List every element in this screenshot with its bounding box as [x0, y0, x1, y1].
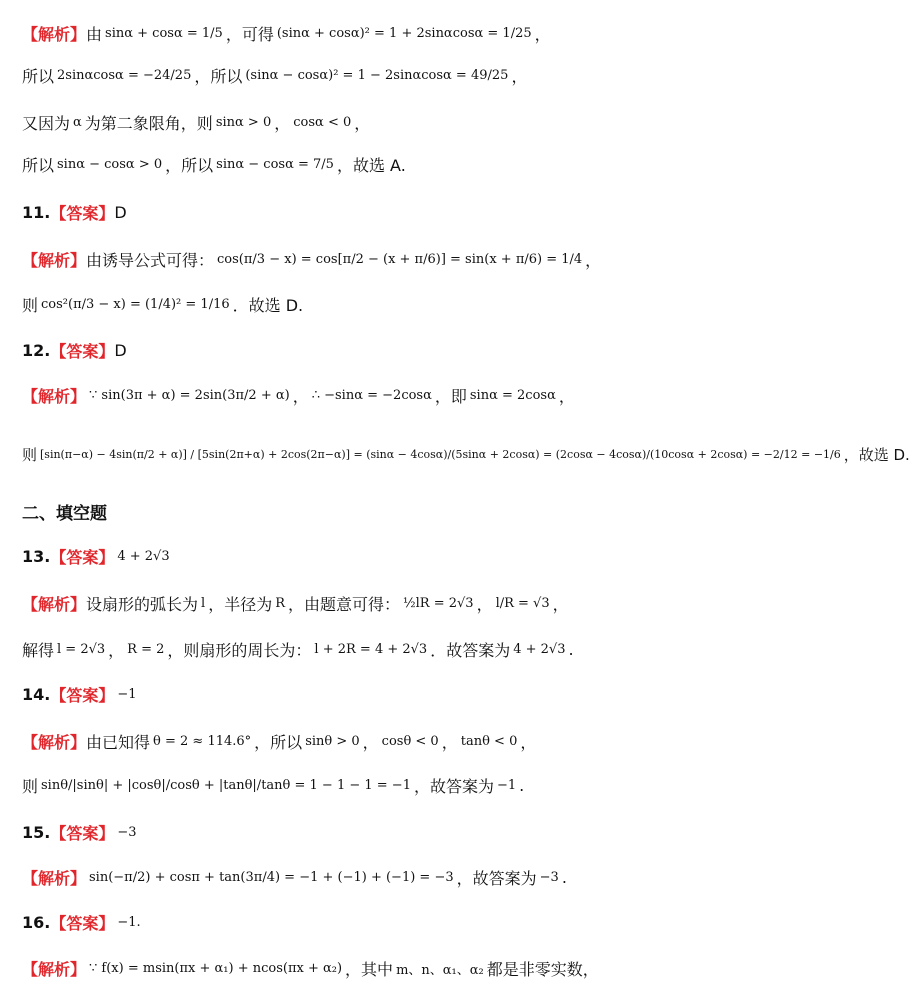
text: 都是非零实数，	[486, 959, 599, 979]
formula: l + 2R = 4 + 2√3	[314, 641, 428, 657]
formula: sinα > 0	[215, 114, 272, 130]
solution-line-2	[22, 62, 630, 88]
text: ，故选 A.	[336, 155, 406, 175]
answer-tag: 【答案】	[50, 341, 115, 361]
text: ，由题意可得：	[288, 594, 401, 614]
solution-line-6	[22, 244, 630, 274]
text: .	[519, 775, 525, 795]
formula: l = 2√3	[57, 641, 106, 657]
formula: sin(−π/2) + cosπ + tan(3π/4) = −1 + (−1) + (−1) = −3	[89, 869, 454, 885]
answer-value: −1	[117, 686, 137, 702]
formula: −3	[539, 869, 559, 885]
section-heading	[22, 498, 630, 524]
formula: R	[275, 595, 286, 611]
formula: tanθ < 0	[460, 733, 518, 749]
answer-value: D	[114, 202, 127, 222]
question-number: 14.	[22, 684, 51, 704]
analysis-tag: 【解析】	[22, 386, 87, 406]
text: ，	[520, 732, 537, 752]
text: ，	[292, 386, 309, 406]
text: ，所以	[194, 66, 243, 86]
text: .	[568, 639, 574, 659]
solution-line-13	[22, 588, 630, 618]
text: 则	[22, 295, 39, 315]
analysis-tag: 【解析】	[22, 24, 87, 44]
text: ，所以	[254, 732, 303, 752]
solution-line-17	[22, 766, 630, 804]
formula: R = 2	[127, 641, 165, 657]
answer-value: −1.	[117, 914, 141, 930]
formula: cosα < 0	[293, 114, 352, 130]
formula: sinα + cosα = 1/5	[105, 25, 223, 41]
answer-tag: 【答案】	[50, 547, 115, 567]
text: ，即	[434, 386, 467, 406]
text: ，	[441, 732, 458, 752]
formula: cos²(π/3 − x) = (1/4)² = 1/16	[41, 296, 230, 312]
text: ，其中	[345, 959, 394, 979]
formula: cos(π/3 − x) = cos[π/2 − (x + π/6)] = sin(x + π/6) = 1/4	[217, 251, 583, 267]
formula: l/R = √3	[495, 595, 550, 611]
question-number: 15.	[22, 822, 51, 842]
text: ，所以	[165, 155, 214, 175]
formula: [sin(π−α) − 4sin(π/2 + α)] / [5sin(2π+α) + 2cos(2π−α)] = (sinα − 4cosα)/(5sinα + 2cosα) = (2cosα − 4cosα)/(10cosα + 2cosα) = −2/12 = −1/6	[40, 447, 841, 461]
text: ，故答案为	[456, 868, 537, 888]
answer-value: D	[114, 340, 127, 360]
text: 设扇形的弧长为	[86, 594, 199, 614]
text: ，	[534, 24, 551, 44]
analysis-tag: 【解析】	[22, 868, 87, 888]
formula: (sinα − cosα)² = 1 − 2sinαcosα = 49/25	[245, 67, 509, 83]
text: 解得	[22, 640, 55, 660]
formula: sinθ > 0	[305, 733, 360, 749]
question-16-answer	[22, 910, 630, 934]
text: 所以	[22, 155, 55, 175]
question-14-answer	[22, 682, 630, 706]
analysis-tag: 【解析】	[22, 250, 87, 270]
text: 由诱导公式可得：	[86, 250, 215, 270]
solution-line-1	[22, 20, 630, 46]
formula: ∴ −sinα = −2cosα	[311, 387, 432, 403]
question-13-answer	[22, 544, 630, 568]
answer-tag: 【答案】	[50, 203, 115, 223]
formula: 2sinαcosα = −24/25	[57, 67, 192, 83]
formula: ½lR = 2√3	[403, 595, 474, 611]
text: ，	[108, 640, 125, 660]
formula: (sinα + cosα)² = 1 + 2sinαcosα = 1/25	[276, 25, 532, 41]
text: 又因为	[22, 113, 71, 133]
answer-tag: 【答案】	[50, 913, 115, 933]
formula: α	[73, 114, 82, 130]
formula: l	[201, 595, 206, 611]
text: 则	[22, 445, 38, 464]
formula: cosθ < 0	[381, 733, 439, 749]
solution-line-21	[22, 954, 630, 982]
text: ，	[354, 113, 371, 133]
formula: sinθ/|sinθ| + |cosθ|/cosθ + |tanθ|/tanθ = 1 − 1 − 1 = −1	[41, 777, 411, 793]
question-11-answer	[22, 200, 630, 224]
answer-value: −3	[117, 824, 137, 840]
text: ，	[585, 250, 602, 270]
solution-line-3	[22, 110, 630, 134]
question-15-answer	[22, 820, 630, 844]
formula: sinα − cosα > 0	[57, 156, 163, 172]
text: ，	[558, 386, 575, 406]
formula: 4 + 2√3	[513, 641, 566, 657]
solution-line-7	[22, 290, 630, 318]
solution-line-16	[22, 728, 630, 754]
formula: sinα = 2cosα	[469, 387, 556, 403]
question-number: 16.	[22, 912, 51, 932]
formula: sinα − cosα = 7/5	[216, 156, 334, 172]
text: 则	[22, 776, 39, 796]
answer-tag: 【答案】	[50, 685, 115, 705]
text: ，	[274, 113, 291, 133]
analysis-tag: 【解析】	[22, 594, 87, 614]
solution-line-14	[22, 636, 630, 662]
text: ．故答案为	[430, 640, 511, 660]
text: 由已知得	[86, 732, 151, 752]
formula: −1	[497, 777, 517, 793]
section-title: 二、填空题	[22, 503, 107, 524]
text: 为第二象限角，则	[84, 113, 213, 133]
analysis-tag: 【解析】	[22, 959, 87, 979]
solution-line-4	[22, 150, 630, 178]
text: ，	[511, 66, 528, 86]
solution-line-9	[22, 380, 630, 410]
text: 由	[86, 24, 103, 44]
text: .	[561, 867, 567, 887]
text: ，	[476, 594, 493, 614]
text: ，	[552, 594, 569, 614]
question-number: 11.	[22, 202, 51, 222]
formula: ∵ sin(3π + α) = 2sin(3π/2 + α)	[89, 387, 290, 403]
formula: ∵ f(x) = msin(πx + α₁) + ncos(πx + α₂)	[89, 960, 343, 976]
text: ，可得	[225, 24, 274, 44]
formula: θ = 2 ≈ 114.6°	[153, 733, 252, 749]
text: ．故选 D.	[232, 295, 304, 315]
question-number: 12.	[22, 340, 51, 360]
text: ，半径为	[208, 594, 273, 614]
question-12-answer	[22, 338, 630, 362]
text: ，则扇形的周长为：	[167, 640, 312, 660]
text: 所以	[22, 66, 55, 86]
text: ，故答案为	[413, 776, 494, 796]
solution-line-19	[22, 858, 630, 896]
solution-line-10	[22, 428, 910, 480]
text: ，故选 D.	[843, 445, 910, 464]
text: ，	[362, 732, 379, 752]
answer-value: 4 + 2√3	[117, 548, 170, 564]
formula: m、n、α₁、α₂	[396, 962, 484, 978]
answer-tag: 【答案】	[50, 823, 115, 843]
analysis-tag: 【解析】	[22, 732, 87, 752]
question-number: 13.	[22, 546, 51, 566]
